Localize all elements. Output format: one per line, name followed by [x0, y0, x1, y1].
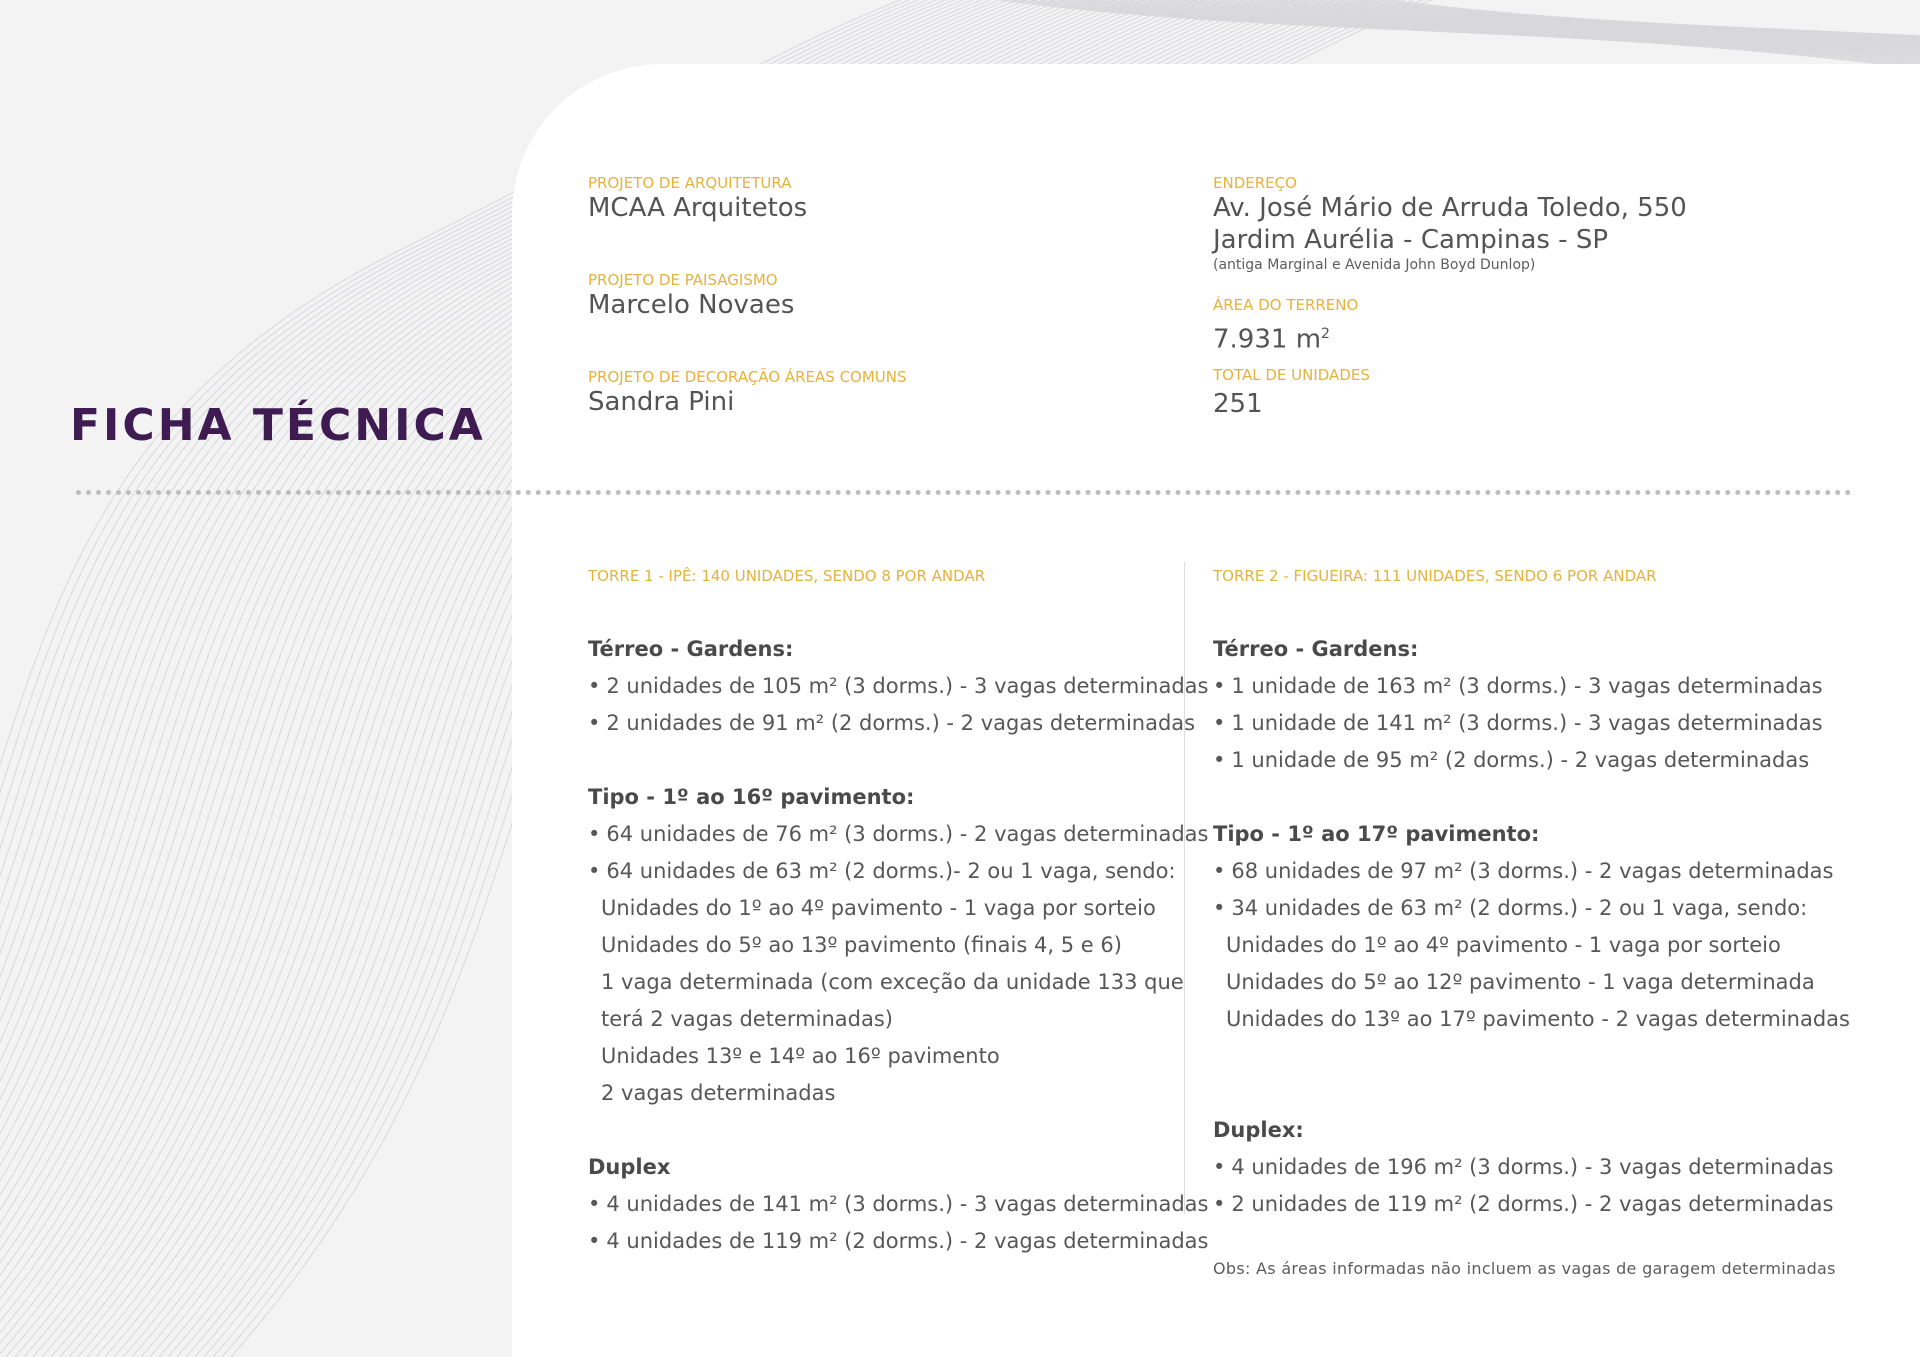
tower1-tipo-sublist	[588, 890, 1268, 1112]
bullet-icon: •	[1213, 896, 1226, 920]
tower1-label: TORRE 1 - IPÊ: 140 UNIDADES, SENDO 8 POR ANDAR	[588, 567, 986, 585]
list-item-text: Unidades 13º e 14º ao 16º pavimento	[601, 1044, 1000, 1068]
list-item-text: 1 unidade de 141 m² (3 dorms.) - 3 vagas determinadas	[1231, 711, 1823, 735]
tower2-section	[1213, 567, 1893, 1223]
credit-architecture-value: MCAA Arquitetos	[588, 193, 808, 223]
tower2-tipo-list	[1213, 853, 1893, 927]
tower1-section	[588, 567, 1268, 1260]
bullet-icon: •	[588, 859, 601, 883]
list-item	[588, 1186, 1268, 1223]
credit-landscaping-value: Marcelo Novaes	[588, 290, 795, 320]
credit-landscaping	[588, 271, 794, 321]
total-units-block	[1213, 366, 1370, 420]
list-item	[588, 668, 1268, 705]
tower2-label: TORRE 2 - FIGUEIRA: 111 UNIDADES, SENDO 6 POR ANDAR	[1213, 567, 1657, 585]
list-item-text: 1 vaga determinada (com exceção da unidade 133 que	[601, 970, 1184, 994]
list-item	[588, 816, 1268, 853]
list-item-text: 64 unidades de 76 m² (3 dorms.) - 2 vagas determinadas	[606, 822, 1209, 846]
list-subitem	[588, 964, 1268, 1001]
tower1-duplex-heading: Duplex	[588, 1155, 671, 1179]
list-item-text: 2 unidades de 105 m² (3 dorms.) - 3 vagas determinadas	[606, 674, 1209, 698]
bullet-icon: •	[588, 1192, 601, 1216]
list-subitem	[1213, 964, 1893, 1001]
tower1-duplex-list	[588, 1186, 1268, 1260]
credit-decoration-value: Sandra Pini	[588, 387, 735, 417]
tower1-terreo-list	[588, 668, 1268, 742]
list-item	[588, 853, 1268, 890]
land-area-value: 7.931 $m^2$	[1213, 324, 1330, 355]
list-item-text: 4 unidades de 196 m² (3 dorms.) - 3 vagas determinadas	[1231, 1155, 1834, 1179]
list-item	[1213, 1149, 1893, 1186]
bullet-icon: •	[588, 674, 601, 698]
list-item-text: 68 unidades de 97 m² (3 dorms.) - 2 vagas determinadas	[1231, 859, 1834, 883]
list-item	[1213, 1186, 1893, 1223]
credit-architecture	[588, 174, 807, 224]
list-item-text: 2 unidades de 119 m² (2 dorms.) - 2 vagas determinadas	[1231, 1192, 1834, 1216]
list-item-text: Unidades do 1º ao 4º pavimento - 1 vaga por sorteio	[1226, 933, 1781, 957]
list-subitem	[588, 1038, 1268, 1075]
address-note: (antiga Marginal e Avenida John Boyd Dunlop)	[1213, 257, 1536, 273]
list-item-text: 34 unidades de 63 m² (2 dorms.) - 2 ou 1 vaga, sendo:	[1231, 896, 1808, 920]
list-item-text: Unidades do 5º ao 13º pavimento (finais 4, 5 e 6)	[601, 933, 1122, 957]
address-label: ENDEREÇO	[1213, 174, 1297, 192]
credit-architecture-label: PROJETO DE ARQUITETURA	[588, 174, 792, 192]
bullet-icon: •	[588, 711, 601, 735]
list-item-text: 4 unidades de 141 m² (3 dorms.) - 3 vagas determinadas	[606, 1192, 1209, 1216]
tower1-terreo-heading: Térreo - Gardens:	[588, 637, 794, 661]
address-block	[1213, 174, 1687, 274]
bullet-icon: •	[588, 1229, 601, 1253]
bullet-icon: •	[1213, 748, 1226, 772]
credit-decoration-label: PROJETO DE DECORAÇÃO ÁREAS COMUNS	[588, 368, 907, 386]
list-item-text: 2 unidades de 91 m² (2 dorms.) - 2 vagas determinadas	[606, 711, 1196, 735]
list-item	[1213, 668, 1893, 705]
tower2-duplex-list	[1213, 1149, 1893, 1223]
list-item-text: 4 unidades de 119 m² (2 dorms.) - 2 vagas determinadas	[606, 1229, 1209, 1253]
credit-decoration	[588, 368, 907, 418]
bullet-icon: •	[588, 822, 601, 846]
total-units-label: TOTAL DE UNIDADES	[1213, 366, 1370, 384]
list-item-text: Unidades do 13º ao 17º pavimento - 2 vagas determinadas	[1226, 1007, 1850, 1031]
tower2-duplex-heading: Duplex:	[1213, 1118, 1304, 1142]
list-item	[1213, 742, 1893, 779]
list-item-text: Unidades do 5º ao 12º pavimento - 1 vaga determinada	[1226, 970, 1815, 994]
bullet-icon: •	[1213, 674, 1226, 698]
list-subitem	[588, 1075, 1268, 1112]
credit-landscaping-label: PROJETO DE PAISAGISMO	[588, 271, 778, 289]
list-item-text: 64 unidades de 63 m² (2 dorms.)- 2 ou 1 vaga, sendo:	[606, 859, 1176, 883]
land-area-label: ÁREA DO TERRENO	[1213, 296, 1359, 314]
address-line1: Av. José Mário de Arruda Toledo, 550	[1213, 193, 1687, 223]
tower1-tipo-list	[588, 816, 1268, 890]
list-subitem	[588, 1001, 1268, 1038]
tower2-terreo-list	[1213, 668, 1893, 779]
list-subitem	[588, 927, 1268, 964]
list-item-text: 2 vagas determinadas	[601, 1081, 836, 1105]
dotted-divider	[76, 490, 1852, 495]
tower2-tipo-heading: Tipo - 1º ao 17º pavimento:	[1213, 822, 1540, 846]
bullet-icon: •	[1213, 859, 1226, 883]
list-subitem	[1213, 1001, 1893, 1038]
list-item-text: terá 2 vagas determinadas)	[601, 1007, 893, 1031]
bullet-icon: •	[1213, 1155, 1226, 1179]
list-item-text: 1 unidade de 95 m² (2 dorms.) - 2 vagas determinadas	[1231, 748, 1810, 772]
total-units-value: 251	[1213, 389, 1263, 419]
list-subitem	[588, 890, 1268, 927]
list-subitem	[1213, 927, 1893, 964]
list-item	[588, 1223, 1268, 1260]
list-item	[588, 705, 1268, 742]
observation-note: Obs: As áreas informadas não incluem as vagas de garagem determinadas	[1213, 1259, 1836, 1278]
list-item-text: 1 unidade de 163 m² (3 dorms.) - 3 vagas determinadas	[1231, 674, 1823, 698]
list-item	[1213, 853, 1893, 890]
list-item	[1213, 890, 1893, 927]
tower1-tipo-heading: Tipo - 1º ao 16º pavimento:	[588, 785, 915, 809]
land-area-block	[1213, 296, 1358, 356]
bullet-icon: •	[1213, 1192, 1226, 1216]
tower2-terreo-heading: Térreo - Gardens:	[1213, 637, 1419, 661]
tower2-tipo-sublist	[1213, 927, 1893, 1038]
page-title: FICHA TÉCNICA	[70, 400, 486, 451]
address-line2: Jardim Aurélia - Campinas - SP	[1213, 225, 1609, 255]
bullet-icon: •	[1213, 711, 1226, 735]
list-item-text: Unidades do 1º ao 4º pavimento - 1 vaga por sorteio	[601, 896, 1156, 920]
list-item	[1213, 705, 1893, 742]
